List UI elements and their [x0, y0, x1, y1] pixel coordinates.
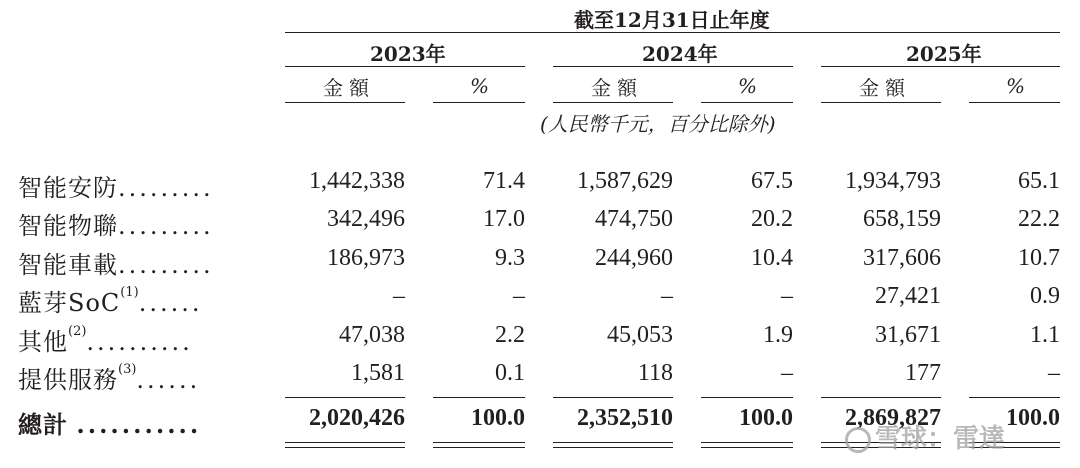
snowball-logo-icon — [845, 427, 871, 453]
total-amount-2023: 2,020,426 — [309, 405, 405, 431]
amount-2025: 31,671 — [875, 322, 941, 348]
header-rule-top — [285, 32, 1060, 33]
table-row — [0, 245, 1080, 279]
percent-2025: 22.2 — [1018, 206, 1060, 232]
percent-2023: 71.4 — [483, 168, 525, 194]
percent-rule-2024 — [701, 102, 793, 103]
table-row — [0, 168, 1080, 202]
row-label: 其他$^{(2)}$.......... — [18, 324, 193, 356]
amount-2023: 1,442,338 — [309, 168, 405, 194]
amount-2024: 1,587,629 — [577, 168, 673, 194]
year-2023-heading: 2023年 — [370, 42, 446, 66]
total-percent-2023: 100.0 — [471, 405, 525, 431]
amount-rule-2024 — [553, 102, 673, 103]
table-row — [0, 283, 1080, 317]
amount-2025: 27,421 — [875, 283, 941, 309]
amount-2023: 342,496 — [327, 206, 405, 232]
amount-2023: 47,038 — [339, 322, 405, 348]
table-row — [0, 360, 1080, 394]
amount-heading-2024: 金額 — [591, 76, 643, 100]
percent-heading-2023: % — [470, 74, 490, 98]
year-2024-rule — [553, 66, 793, 67]
amount-2024: 244,960 — [595, 245, 673, 271]
watermark-text: 雪球：雷達 — [875, 424, 1006, 454]
watermark — [845, 418, 1005, 455]
amount-2024: 45,053 — [607, 322, 673, 348]
row-label: 提供服務$^{(3)}$...... — [18, 362, 201, 394]
percent-2023: 0.1 — [495, 360, 525, 386]
amount-heading-2023: 金額 — [323, 76, 375, 100]
amount-2025: 177 — [905, 360, 941, 386]
row-label: 藍芽SoC$^{(1)}$...... — [18, 285, 203, 317]
unit-note: (人民幣千元，百分比除外) — [540, 112, 776, 136]
amount-2025: 1,934,793 — [845, 168, 941, 194]
subtotal-rule-percent-2024 — [701, 397, 793, 398]
table-row — [0, 322, 1080, 356]
year-2025-rule — [821, 66, 1060, 67]
amount-2025: 317,606 — [863, 245, 941, 271]
percent-heading-2025: % — [1006, 74, 1026, 98]
percent-2024: 20.2 — [751, 206, 793, 232]
period-title: 截至12月31日止年度 — [574, 8, 770, 32]
amount-2023: 1,581 — [351, 360, 405, 386]
percent-2023: 9.3 — [495, 245, 525, 271]
amount-2024: – — [661, 283, 673, 309]
total-amount-2025: 2,869,827 — [845, 405, 941, 431]
row-label: 智能車載......... — [18, 251, 214, 279]
amount-2024: 474,750 — [595, 206, 673, 232]
amount-2025: 658,159 — [863, 206, 941, 232]
total-double-rule-amount-2023 — [285, 442, 405, 448]
percent-rule-2025 — [969, 102, 1060, 103]
percent-2025: 0.9 — [1030, 283, 1060, 309]
percent-2023: 17.0 — [483, 206, 525, 232]
total-amount-2024: 2,352,510 — [577, 405, 673, 431]
amount-rule-2025 — [821, 102, 941, 103]
amount-rule-2023 — [285, 102, 405, 103]
total-double-rule-percent-2024 — [701, 442, 793, 448]
total-double-rule-amount-2024 — [553, 442, 673, 448]
percent-2023: – — [513, 283, 525, 309]
subtotal-rule-amount-2024 — [553, 397, 673, 398]
percent-rule-2023 — [433, 102, 525, 103]
percent-2024: – — [781, 360, 793, 386]
subtotal-rule-amount-2023 — [285, 397, 405, 398]
row-label: 智能安防......... — [18, 174, 214, 202]
percent-2024: 1.9 — [763, 322, 793, 348]
table-row — [0, 206, 1080, 240]
percent-2023: 2.2 — [495, 322, 525, 348]
subtotal-rule-percent-2023 — [433, 397, 525, 398]
amount-2023: 186,973 — [327, 245, 405, 271]
percent-2024: 67.5 — [751, 168, 793, 194]
year-2023-rule — [285, 66, 525, 67]
amount-2023: – — [393, 283, 405, 309]
total-percent-2024: 100.0 — [739, 405, 793, 431]
percent-heading-2024: % — [738, 74, 758, 98]
percent-2025: 10.7 — [1018, 245, 1060, 271]
percent-2024: – — [781, 283, 793, 309]
total-percent-2025: 100.0 — [1006, 405, 1060, 431]
year-2024-heading: 2024年 — [642, 42, 718, 66]
amount-heading-2025: 金額 — [859, 76, 911, 100]
percent-2024: 10.4 — [751, 245, 793, 271]
percent-2025: 65.1 — [1018, 168, 1060, 194]
percent-2025: – — [1048, 360, 1060, 386]
subtotal-rule-amount-2025 — [821, 397, 941, 398]
year-2025-heading: 2025年 — [906, 42, 982, 66]
row-label: 智能物聯......... — [18, 212, 214, 240]
total-label: 總計 ........... — [18, 410, 202, 439]
total-double-rule-percent-2023 — [433, 442, 525, 448]
subtotal-rule-percent-2025 — [969, 397, 1060, 398]
amount-2024: 118 — [637, 360, 673, 386]
percent-2025: 1.1 — [1030, 322, 1060, 348]
